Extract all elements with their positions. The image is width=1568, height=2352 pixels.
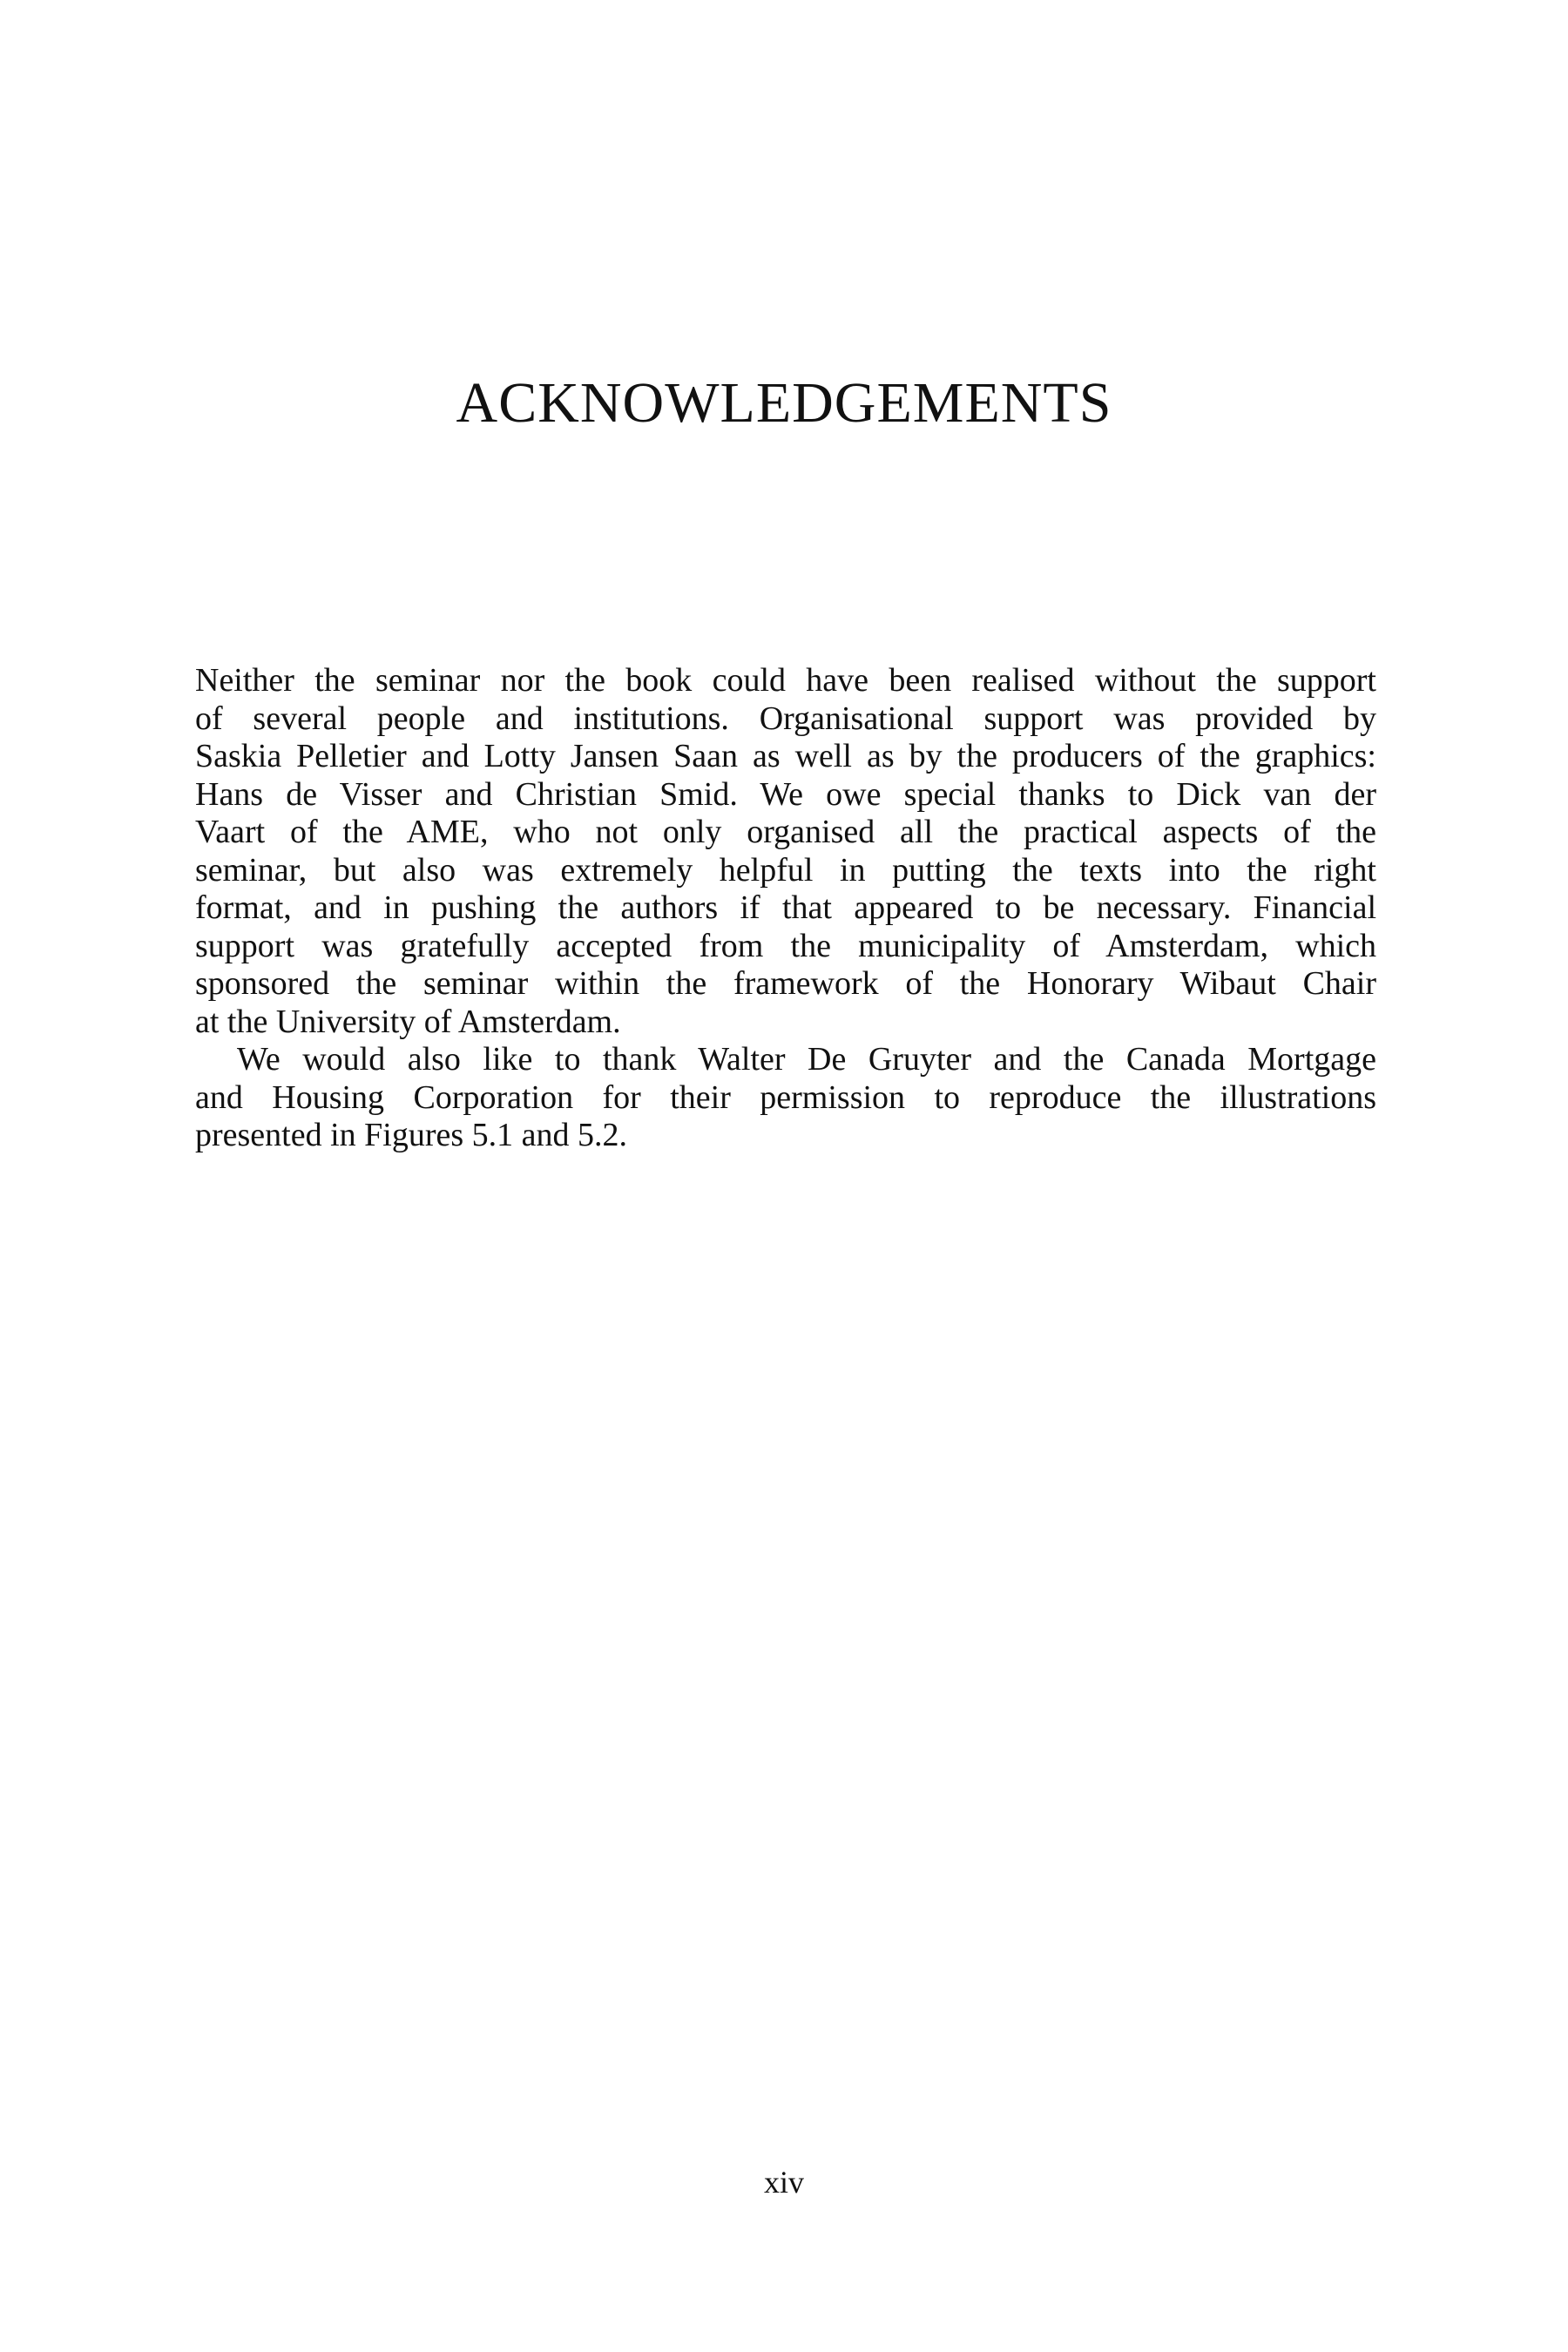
paragraph-1 (195, 662, 1376, 1041)
text-line: Vaart of the AME, who not only organised all the practical aspects of the (195, 814, 1376, 850)
body-text (195, 662, 1376, 1155)
text-line: Neither the seminar nor the book could have been realised without the support (195, 662, 1376, 699)
text-line: format, and in pushing the authors if that appeared to be necessary. Financial (195, 889, 1376, 926)
text-line: of several people and institutions. Organisational support was provided by (195, 700, 1376, 737)
text-line: presented in Figures 5.1 and 5.2. (195, 1117, 628, 1153)
text-line: seminar, but also was extremely helpful in putting the texts into the right (195, 851, 1376, 889)
text-line: at the University of Amsterdam. (195, 1003, 621, 1040)
page-title: ACKNOWLEDGEMENTS (456, 371, 1112, 435)
text-line: support was gratefully accepted from the municipality of Amsterdam, which (195, 927, 1376, 964)
page-number: xiv (763, 2165, 804, 2200)
text-line: and Housing Corporation for their permission to reproduce the illustrations (195, 1078, 1376, 1116)
paragraph-2 (195, 1041, 1376, 1155)
text-line: sponsored the seminar within the framework of the Honorary Wibaut Chair (195, 965, 1376, 1002)
text-line: Saskia Pelletier and Lotty Jansen Saan as well as by the producers of the graphics: (195, 738, 1376, 774)
text-line: We would also like to thank Walter De Gruyter and the Canada Mortgage (237, 1041, 1376, 1078)
text-line: Hans de Visser and Christian Smid. We owe special thanks to Dick van der (195, 775, 1376, 813)
